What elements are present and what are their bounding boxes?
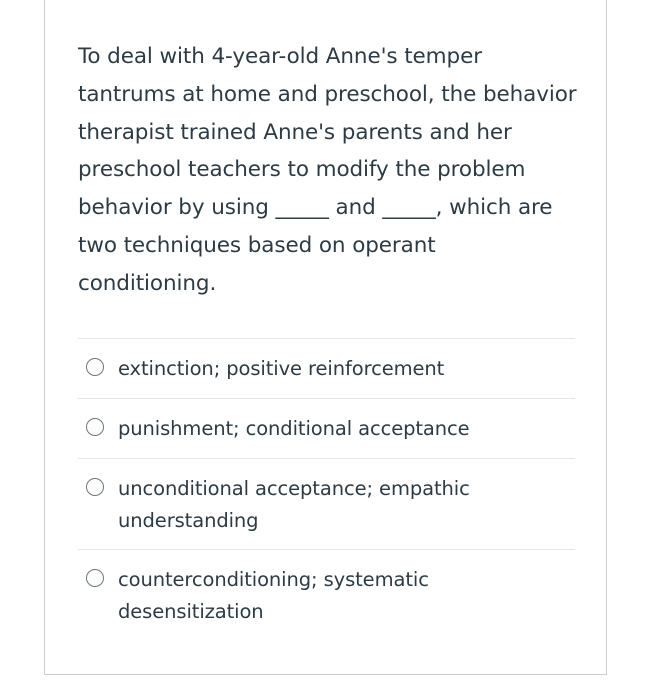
answer-option-1[interactable] — [78, 338, 575, 398]
answer-label: counterconditioning; systematic desensitization — [118, 568, 429, 623]
answer-list — [78, 338, 575, 640]
answer-label: punishment; conditional acceptance — [118, 417, 470, 440]
radio-button-icon[interactable] — [86, 358, 104, 376]
radio-button-icon[interactable] — [86, 569, 104, 587]
question-text: To deal with 4-year-old Anne's temper tantrums at home and preschool, the behavior therapist trained Anne's parents and her preschool teachers to modify the problem behavior by using _____ and _____, which are two techniques based on operant conditioning. — [78, 44, 577, 296]
answer-option-2[interactable] — [78, 398, 575, 458]
question-card — [44, 0, 607, 675]
radio-button-icon[interactable] — [86, 478, 104, 496]
answer-label: unconditional acceptance; empathic understanding — [118, 477, 470, 532]
answer-option-4[interactable] — [78, 549, 575, 640]
radio-button-icon[interactable] — [86, 418, 104, 436]
answer-option-3[interactable] — [78, 458, 575, 549]
answer-label: extinction; positive reinforcement — [118, 357, 445, 380]
